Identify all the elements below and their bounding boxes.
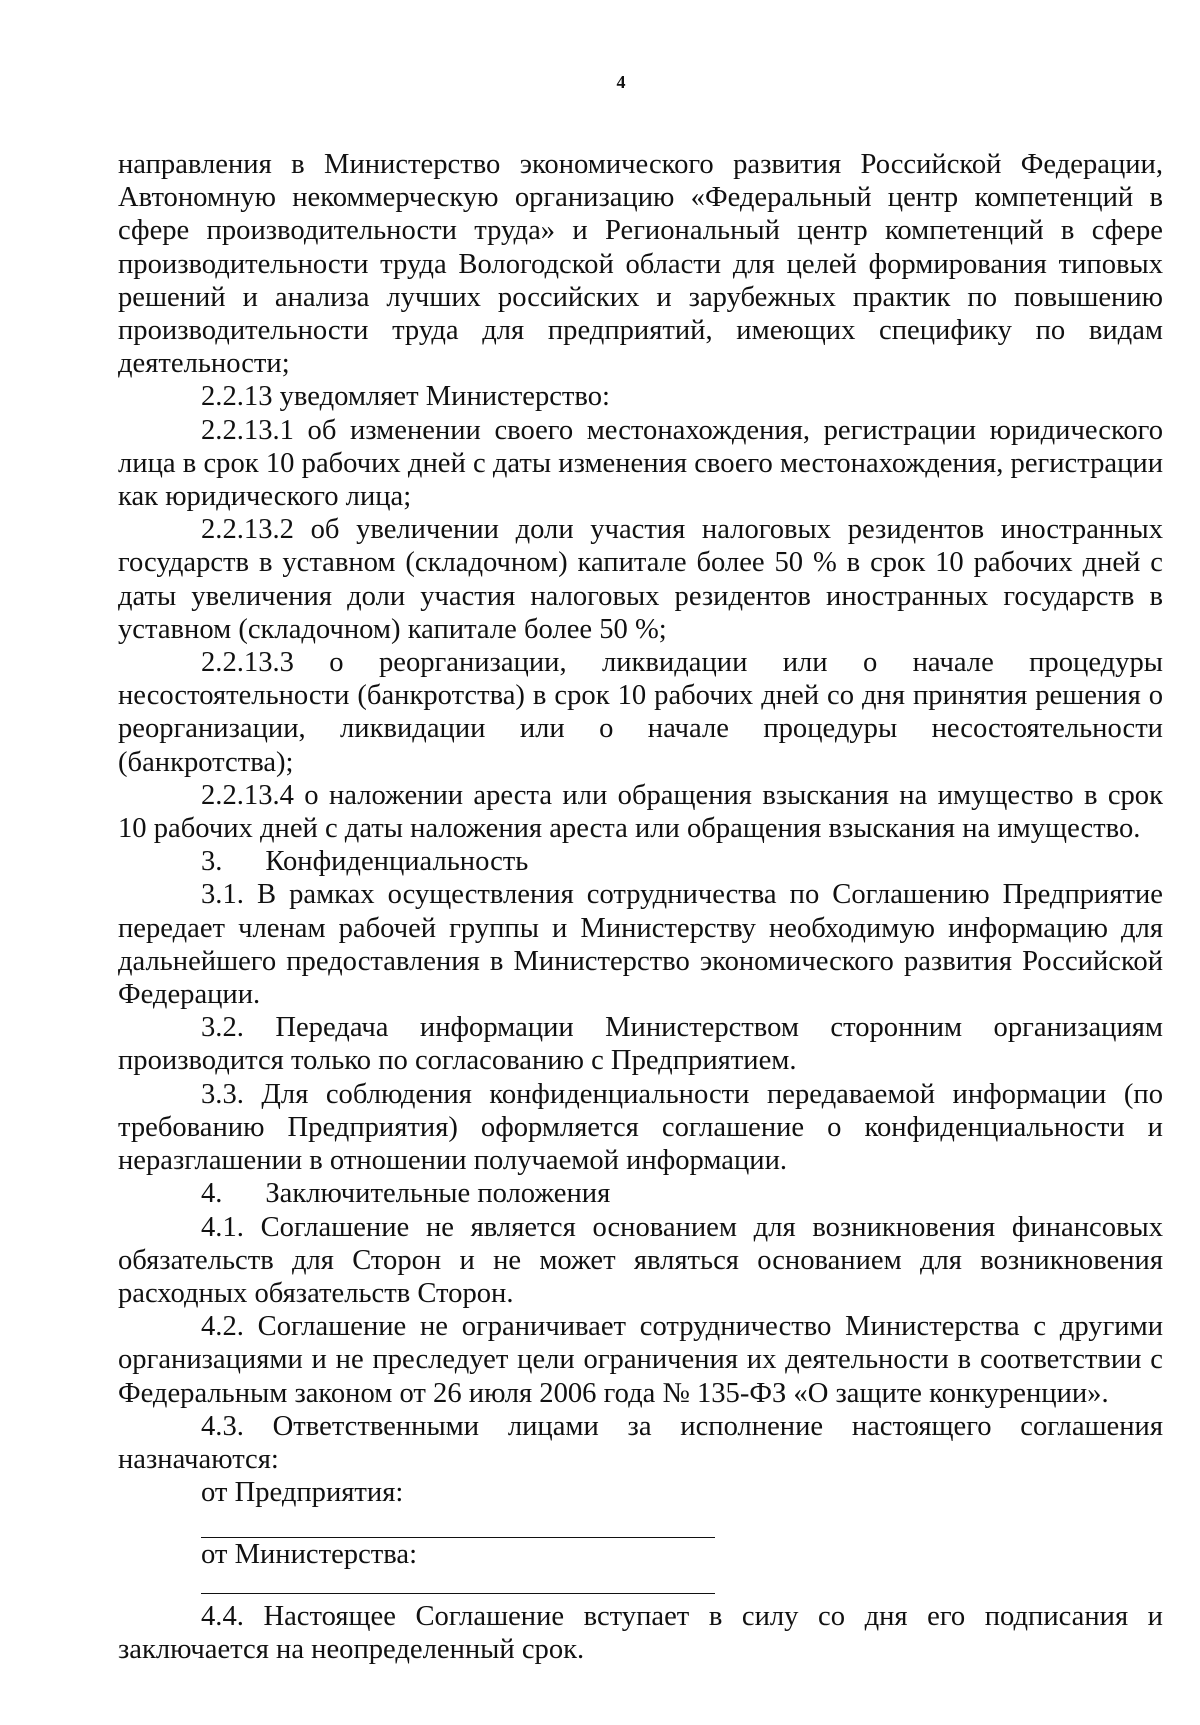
section-3-heading: 3. Конфиденциальность xyxy=(201,846,529,878)
clause-4-4: 4.4. Настоящее Соглашение вступает в силу со дня его подписания и заключается на неопределенный срок. xyxy=(118,1600,1163,1665)
section-4-heading: 4. Заключительные положения xyxy=(201,1178,611,1210)
paragraph-continuation: направления в Министерство экономического развития Российской Федерации, Автономную некоммерческую организацию «Федеральный центр компетенций в сфере производительности труда» и Региональный центр компетенций в сфере производительности труда Вологодской области для целей формирования типовых решений и анализа лучших российских и зарубежных практик по повышению производительности труда для предприятий, имеющих специфику по видам деятельности; xyxy=(118,149,1163,380)
clause-2-2-13-3: 2.2.13.3 о реорганизации, ликвидации или о начале процедуры несостоятельности (банкротства) в срок 10 рабочих дней со дня принятия решения о реорганизации, ликвидации или о начале процедуры несостоятельности (банкротства); xyxy=(118,647,1163,778)
clause-4-3: 4.3. Ответственными лицами за исполнение настоящего соглашения назначаются: xyxy=(118,1410,1163,1475)
clause-4-2: 4.2. Соглашение не ограничивает сотрудничество Министерства с другими организациями и не преследует цели ограничения их деятельности в соответствии с Федеральным законом от 26 июля 2006 года № 135-ФЗ «О защите конкуренции». xyxy=(118,1311,1163,1409)
clause-3-3: 3.3. Для соблюдения конфиденциальности передаваемой информации (по требованию Предприятия) оформляется соглашение о конфиденциальности и неразглашении в отношении получаемой информации. xyxy=(118,1078,1163,1177)
from-enterprise-label: от Предприятия: xyxy=(201,1477,404,1509)
page-number: 4 xyxy=(616,72,626,92)
clause-2-2-13: 2.2.13 уведомляет Министерство: xyxy=(201,381,610,413)
clause-3-1: 3.1. В рамках осуществления сотрудничества по Соглашению Предприятие передает членам рабочей группы и Министерству необходимую информацию для дальнейшего предоставления в Министерство экономического развития Российской Федерации. xyxy=(118,879,1163,1011)
clause-4-1: 4.1. Соглашение не является основанием для возникновения финансовых обязательств для Сторон и не может являться основанием для возникновения расходных обязательств Сторон. xyxy=(118,1211,1163,1309)
clause-3-2: 3.2. Передача информации Министерством сторонним организациям производится только по согласованию с Предприятием. xyxy=(118,1012,1163,1077)
clause-2-2-13-4: 2.2.13.4 о наложении ареста или обращения взыскания на имущество в срок 10 рабочих дней с даты наложения ареста или обращения взыскания на имущество. xyxy=(118,779,1163,845)
from-ministry-label: от Министерства: xyxy=(201,1539,418,1571)
clause-2-2-13-2: 2.2.13.2 об увеличении доли участия налоговых резидентов иностранных государств в уставном (складочном) капитале более 50 % в срок 10 рабочих дней с даты увеличения доли участия налоговых резидентов иностранных государств в уставном (складочном) капитале более 50 %; xyxy=(118,514,1163,645)
document-body xyxy=(118,148,1163,1666)
clause-2-2-13-1: 2.2.13.1 об изменении своего местонахождения, регистрации юридического лица в срок 10 рабочих дней с даты изменения своего местонахождения, регистрации как юридического лица; xyxy=(118,414,1163,513)
